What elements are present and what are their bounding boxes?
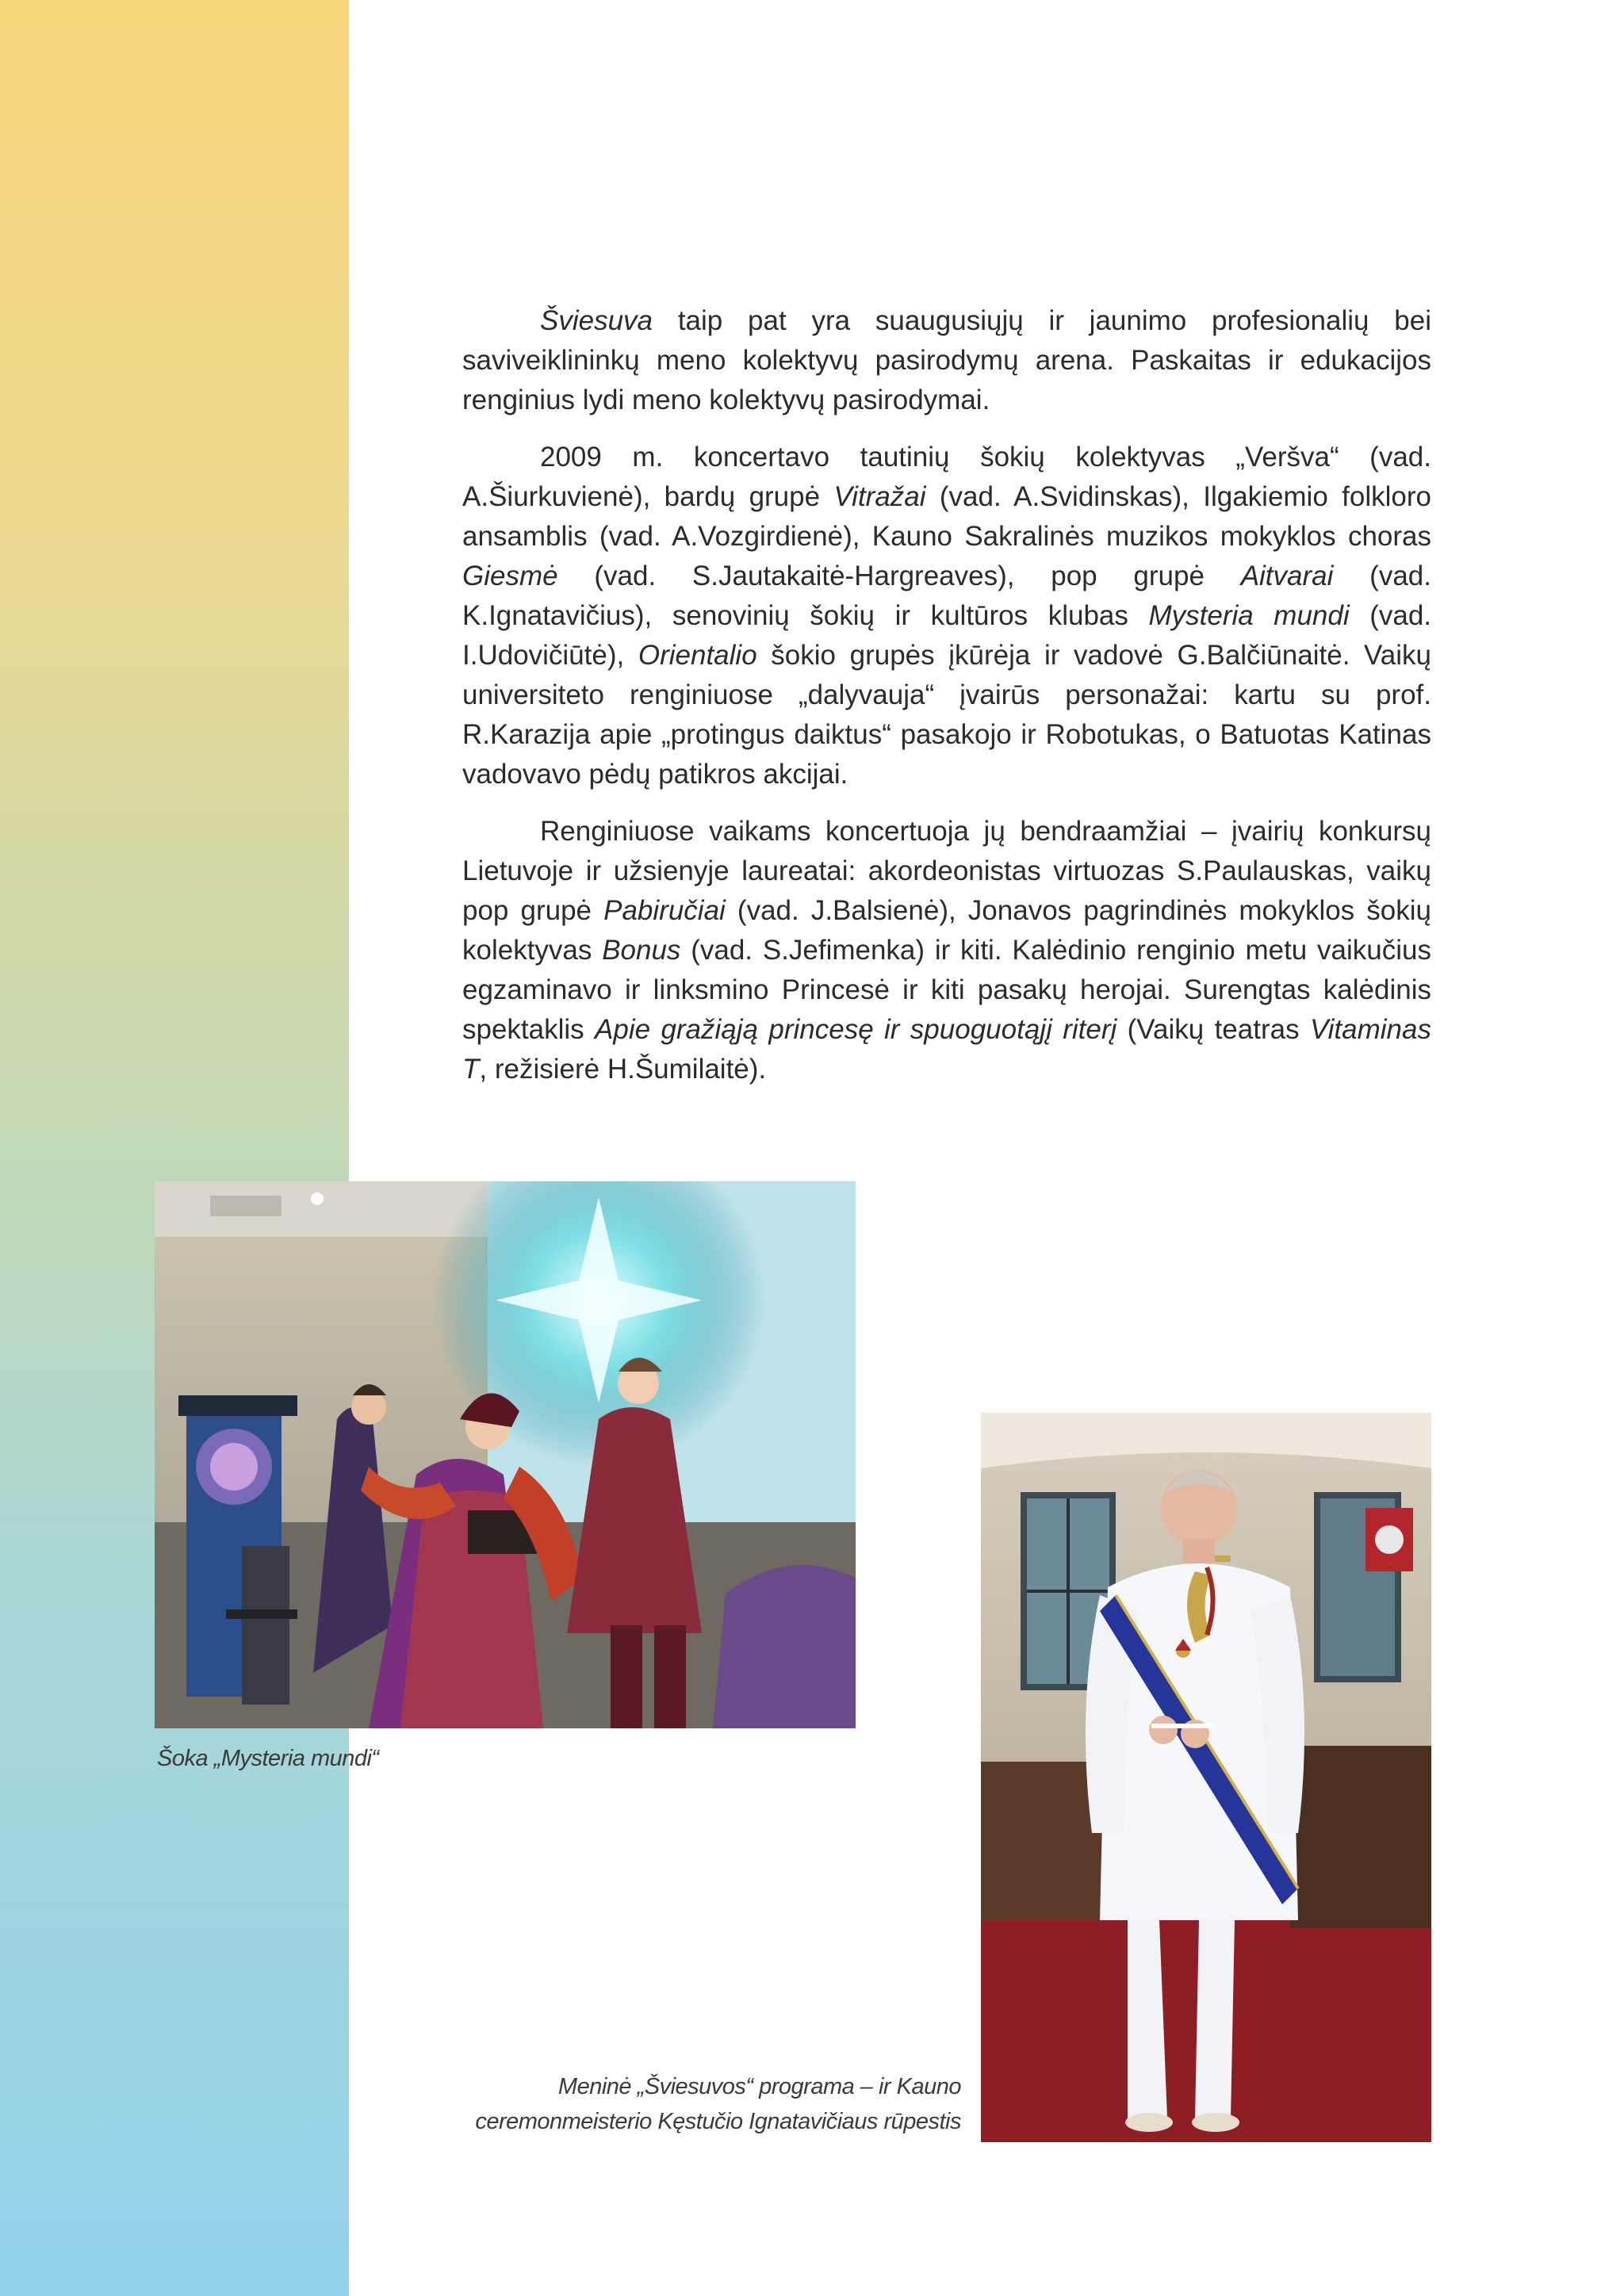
text-span: šokio grupės įkūrėja ir vadovė G.Balčiūnaitė. Vaikų universiteto renginiuose „dalyvauja“ įvairūs personažai: kartu su prof. R.Karazija apie „protingus daiktus“ pasakojo ir Robotukas, o Batuotas Katinas vadovavo pėdų patikros akcijai. xyxy=(462,640,1431,790)
text-span: Renginiuose vaikams koncertuoja jų bendraamžiai – įvairių konkursų Lietuvoje ir užsienyje laureatai: akordeonistas virtuozas S.Paulauskas, vaikų pop grupė xyxy=(462,816,1431,926)
italic-text-span: Apie gražiąją princesę ir spuoguotąjį riterį xyxy=(595,1014,1117,1045)
decorative-gradient-band xyxy=(0,0,349,2296)
text-span: (Vaikų teatras xyxy=(1116,1014,1310,1045)
ceremony-photo xyxy=(981,1413,1431,2142)
italic-text-span: Mysteria mundi xyxy=(1148,600,1350,631)
text-span: taip pat yra suaugusiųjų ir jaunimo profesionalių bei saviveiklininkų meno kolektyvų pasirodymų arena. Paskaitas ir edukacijos renginius lydi meno kolektyvų pasirodymai. xyxy=(462,305,1431,415)
text-span: (vad. I.Udovičiūtė), xyxy=(462,600,1432,671)
article-body xyxy=(462,301,1431,1107)
italic-text-span: Aitvarai xyxy=(1240,561,1334,591)
text-span: , režisierė H.Šumilaitė). xyxy=(479,1054,767,1085)
italic-text-span: Orientalio xyxy=(638,640,757,671)
text-span: (vad. J.Balsienė), Jonavos pagrindinės mokyklos šokių kolektyvas xyxy=(462,895,1431,966)
dance-photo-caption: Šoka „Mysteria mundi“ xyxy=(157,1746,379,1771)
text-span: (vad. S.Jefimenka) ir kiti. Kalėdinio renginio metu vaikučius egzaminavo ir linksmino Princesė ir kiti pasakų herojai. Surengtas kalėdinis spektaklis xyxy=(462,935,1431,1045)
paragraph-3 xyxy=(462,812,1431,1089)
italic-text-span: Pabiručiai xyxy=(603,895,726,926)
italic-text-span: Šviesuva xyxy=(540,305,653,336)
text-span: (vad. S.Jautakaitė-Hargreaves), pop grupė xyxy=(557,561,1241,591)
ceremony-caption-line-2: ceremonmeisterio Kęstučio Ignatavičiaus rūpestis xyxy=(475,2109,961,2134)
text-span: (vad. A.Svidinskas), Ilgakiemio folkloro ansamblis (vad. A.Vozgirdienė), Kauno Sakralinės muzikos mokyklos choras xyxy=(462,481,1431,552)
italic-text-span: Vitaminas T xyxy=(462,1014,1431,1085)
italic-text-span: Bonus xyxy=(602,935,681,966)
dance-photo xyxy=(155,1181,856,1728)
italic-text-span: Vitražai xyxy=(833,481,926,512)
italic-text-span: Giesmė xyxy=(462,561,558,591)
paragraph-2 xyxy=(462,438,1431,794)
ceremony-photo-caption xyxy=(460,2069,961,2139)
paragraph-1 xyxy=(462,301,1431,420)
ceremony-caption-line-1: Meninė „Šviesuvos“ programa – ir Kauno xyxy=(557,2074,961,2099)
text-span: (vad. K.Ignatavičius), senovinių šokių ir kultūros klubas xyxy=(462,561,1431,631)
text-span: 2009 m. koncertavo tautinių šokių kolektyvas „Veršva“ (vad. A.Šiurkuvienė), bardų grupė xyxy=(462,442,1431,512)
